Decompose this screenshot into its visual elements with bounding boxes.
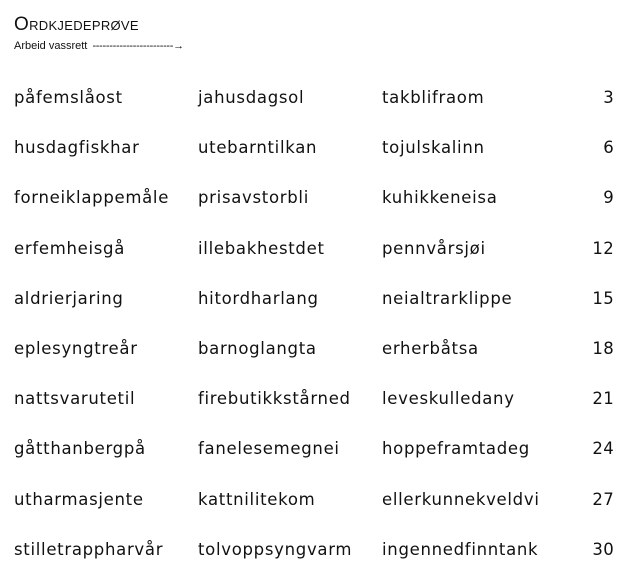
row-count: 6 [603,138,614,158]
instruction-text: Arbeid vassrett [14,40,88,52]
word-chain-cell[interactable]: påfemslåost [14,88,123,107]
row-count: 30 [592,539,614,559]
row-count: 21 [592,389,614,409]
word-chain-cell[interactable]: aldrierjaring [14,288,124,308]
word-row [14,538,614,588]
word-row [14,488,614,538]
word-chain-cell[interactable]: nattsvarutetil [14,389,136,409]
word-chain-cell[interactable]: gåtthanbergpå [14,439,146,459]
word-chain-cell[interactable]: jahusdagsol [198,88,305,107]
word-chain-cell[interactable]: ingennedfinntank [382,539,539,559]
word-chain-cell[interactable]: eplesyngtreår [14,338,138,358]
word-row [14,237,614,287]
word-row [14,86,614,136]
word-chain-grid [14,86,614,588]
word-chain-cell[interactable]: ellerkunnekveldvi [382,489,540,509]
word-row [14,437,614,487]
word-chain-cell[interactable]: tojulskalinn [382,138,485,158]
word-chain-cell[interactable]: prisavstorbli [198,188,310,208]
test-header [14,14,184,53]
row-count: 9 [603,188,614,208]
word-chain-cell[interactable]: utebarntilkan [198,138,318,158]
word-chain-cell[interactable]: firebutikkstårned [198,389,351,409]
row-count: 18 [592,338,614,358]
word-chain-cell[interactable]: utharmasjente [14,489,144,509]
word-chain-cell[interactable]: neialtrarklippe [382,288,513,308]
row-count: 12 [592,238,614,258]
word-row [14,287,614,337]
word-chain-cell[interactable]: leveskulledany [382,389,515,409]
instruction-line [14,39,184,53]
word-chain-cell[interactable]: hoppeframtadeg [382,439,530,459]
word-chain-cell[interactable]: illebakhestdet [198,238,325,258]
word-row [14,337,614,387]
word-chain-cell[interactable]: pennvårsjøi [382,238,486,258]
row-count: 24 [592,439,614,459]
row-count: 3 [603,88,614,107]
word-chain-cell[interactable]: fanelesemegnei [198,439,340,459]
word-row [14,387,614,437]
word-chain-cell[interactable]: takblifraom [382,88,485,107]
word-chain-cell[interactable]: tolvoppsyngvarm [198,539,353,559]
row-count: 15 [592,288,614,308]
word-chain-cell[interactable]: forneiklappemåle [14,188,170,208]
word-chain-cell[interactable]: barnoglangta [198,338,317,358]
row-count: 27 [592,489,614,509]
word-row [14,136,614,186]
word-chain-cell[interactable]: hitordharlang [198,288,319,308]
word-row [14,186,614,236]
word-chain-cell[interactable]: erfemheisgå [14,238,126,258]
page-title: Ordkjedeprøve [14,14,139,35]
word-chain-cell[interactable]: erherbåtsa [382,338,479,358]
word-chain-cell[interactable]: husdagfiskhar [14,138,140,158]
word-chain-cell[interactable]: stilletrappharvår [14,539,164,559]
word-chain-cell[interactable]: kattnilitekom [198,489,316,509]
word-chain-cell[interactable]: kuhikkeneisa [382,188,498,208]
direction-arrow: ------------------------→ [92,40,184,52]
